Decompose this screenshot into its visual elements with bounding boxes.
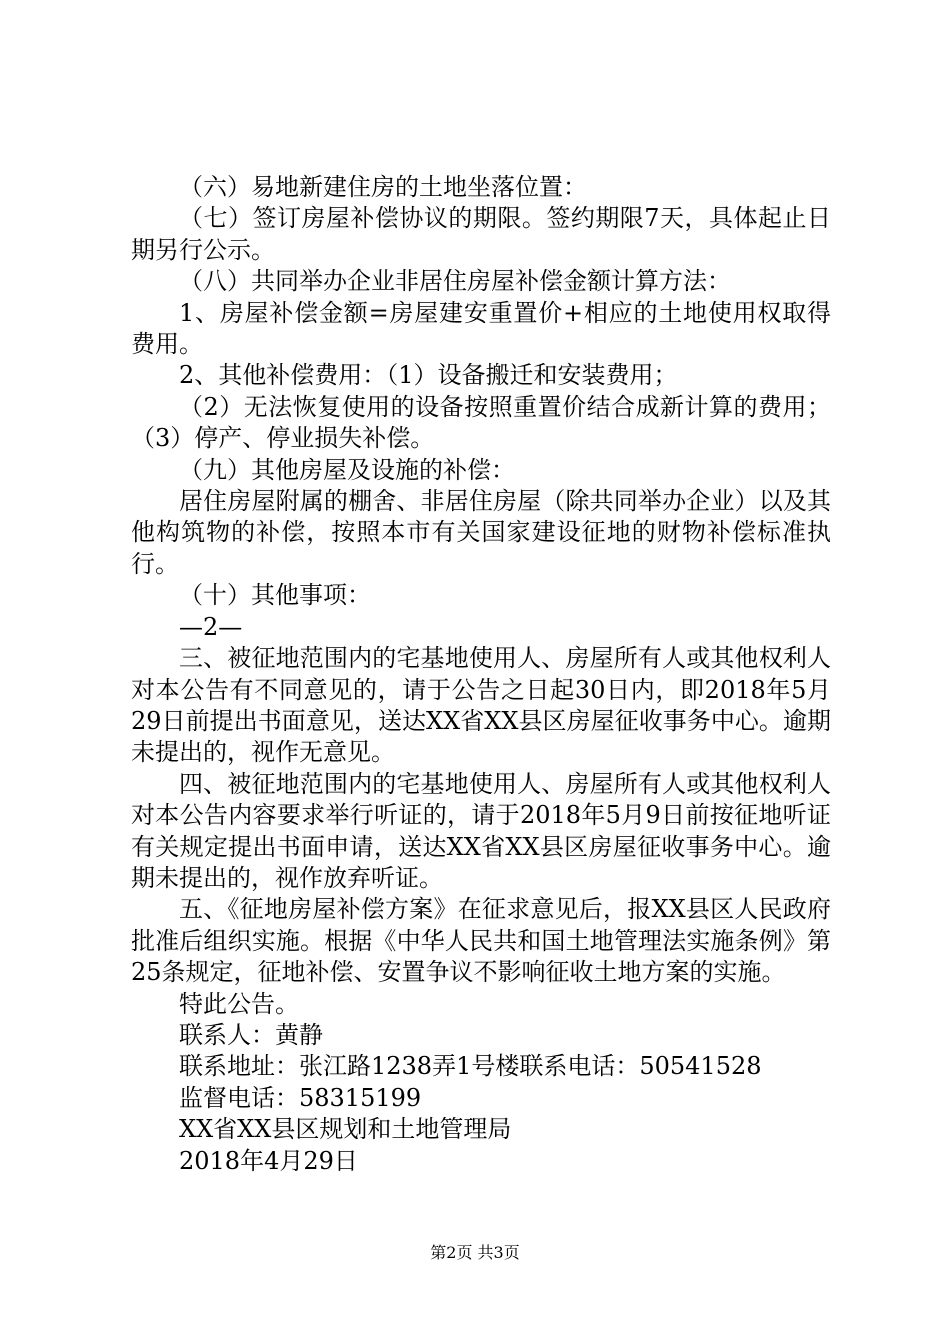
paragraph-notice-closing: 特此公告。 bbox=[179, 989, 299, 1018]
paragraph-contact-address: 联系地址：张江路1238弄1号楼联系电话：50541528 bbox=[179, 1052, 762, 1081]
inline-page-marker: —2— bbox=[179, 612, 243, 641]
paragraph-issuing-authority: XX省XX县区规划和土地管理局 bbox=[179, 1115, 512, 1144]
paragraph-contact-person: 联系人：黄静 bbox=[179, 1020, 323, 1049]
paragraph-other-compensation: 2、其他补偿费用：（1）设备搬迁和安装费用； bbox=[179, 361, 678, 390]
paragraph-other-buildings-detail: 居住房屋附属的棚舍、非居住房屋（除共同举办企业）以及其他构筑物的补偿，按照本市有关国家建设征地的财物补偿标准执行。 bbox=[131, 487, 831, 578]
paragraph-other-matters: （十）其他事项： bbox=[179, 581, 371, 610]
paragraph-compensation-formula: 1、房屋补偿金额=房屋建安重置价+相应的土地使用权取得费用。 bbox=[131, 298, 831, 359]
page-number: 第2页 共3页 bbox=[430, 1243, 520, 1262]
paragraph-other-buildings-heading: （九）其他房屋及设施的补偿： bbox=[179, 455, 515, 484]
paragraph-relocation-site: （六）易地新建住房的土地坐落位置： bbox=[179, 173, 587, 201]
paragraph-agreement-deadline: （七）签订房屋补偿协议的期限。签约期限7天，具体起止日期另行公示。 bbox=[131, 204, 831, 264]
paragraph-section-five: 五、《征地房屋补偿方案》在征求意见后，报XX县区人民政府批准后组织实施。根据《中华人民共和国土地管理法实施条例》第25条规定，征地补偿、安置争议不影响征收土地方案的实施。 bbox=[131, 895, 831, 987]
page-footer bbox=[0, 1242, 950, 1264]
paragraph-section-four: 四、被征地范围内的宅基地使用人、房屋所有人或其他权利人对本公告内容要求举行听证的，请于2018年5月9日前按征地听证有关规定提出书面申请，送达XX省XX县区房屋征收事务中心。逾期未提出的，视作放弃听证。 bbox=[131, 769, 831, 892]
paragraph-issue-date: 2018年4月29日 bbox=[179, 1146, 358, 1175]
paragraph-enterprise-compensation-method: （八）共同举办企业非居住房屋补偿金额计算方法： bbox=[179, 267, 731, 296]
document-body bbox=[131, 172, 831, 1177]
paragraph-supervision-phone: 监督电话：58315199 bbox=[179, 1083, 422, 1112]
paragraph-equipment-compensation: （2）无法恢复使用的设备按照重置价结合成新计算的费用；（3）停产、停业损失补偿。 bbox=[131, 392, 831, 453]
paragraph-section-three: 三、被征地范围内的宅基地使用人、房屋所有人或其他权利人对本公告有不同意见的，请于公告之日起30日内，即2018年5月29日前提出书面意见，送达XX省XX县区房屋征收事务中心。逾期未提出的，视作无意见。 bbox=[131, 644, 831, 767]
